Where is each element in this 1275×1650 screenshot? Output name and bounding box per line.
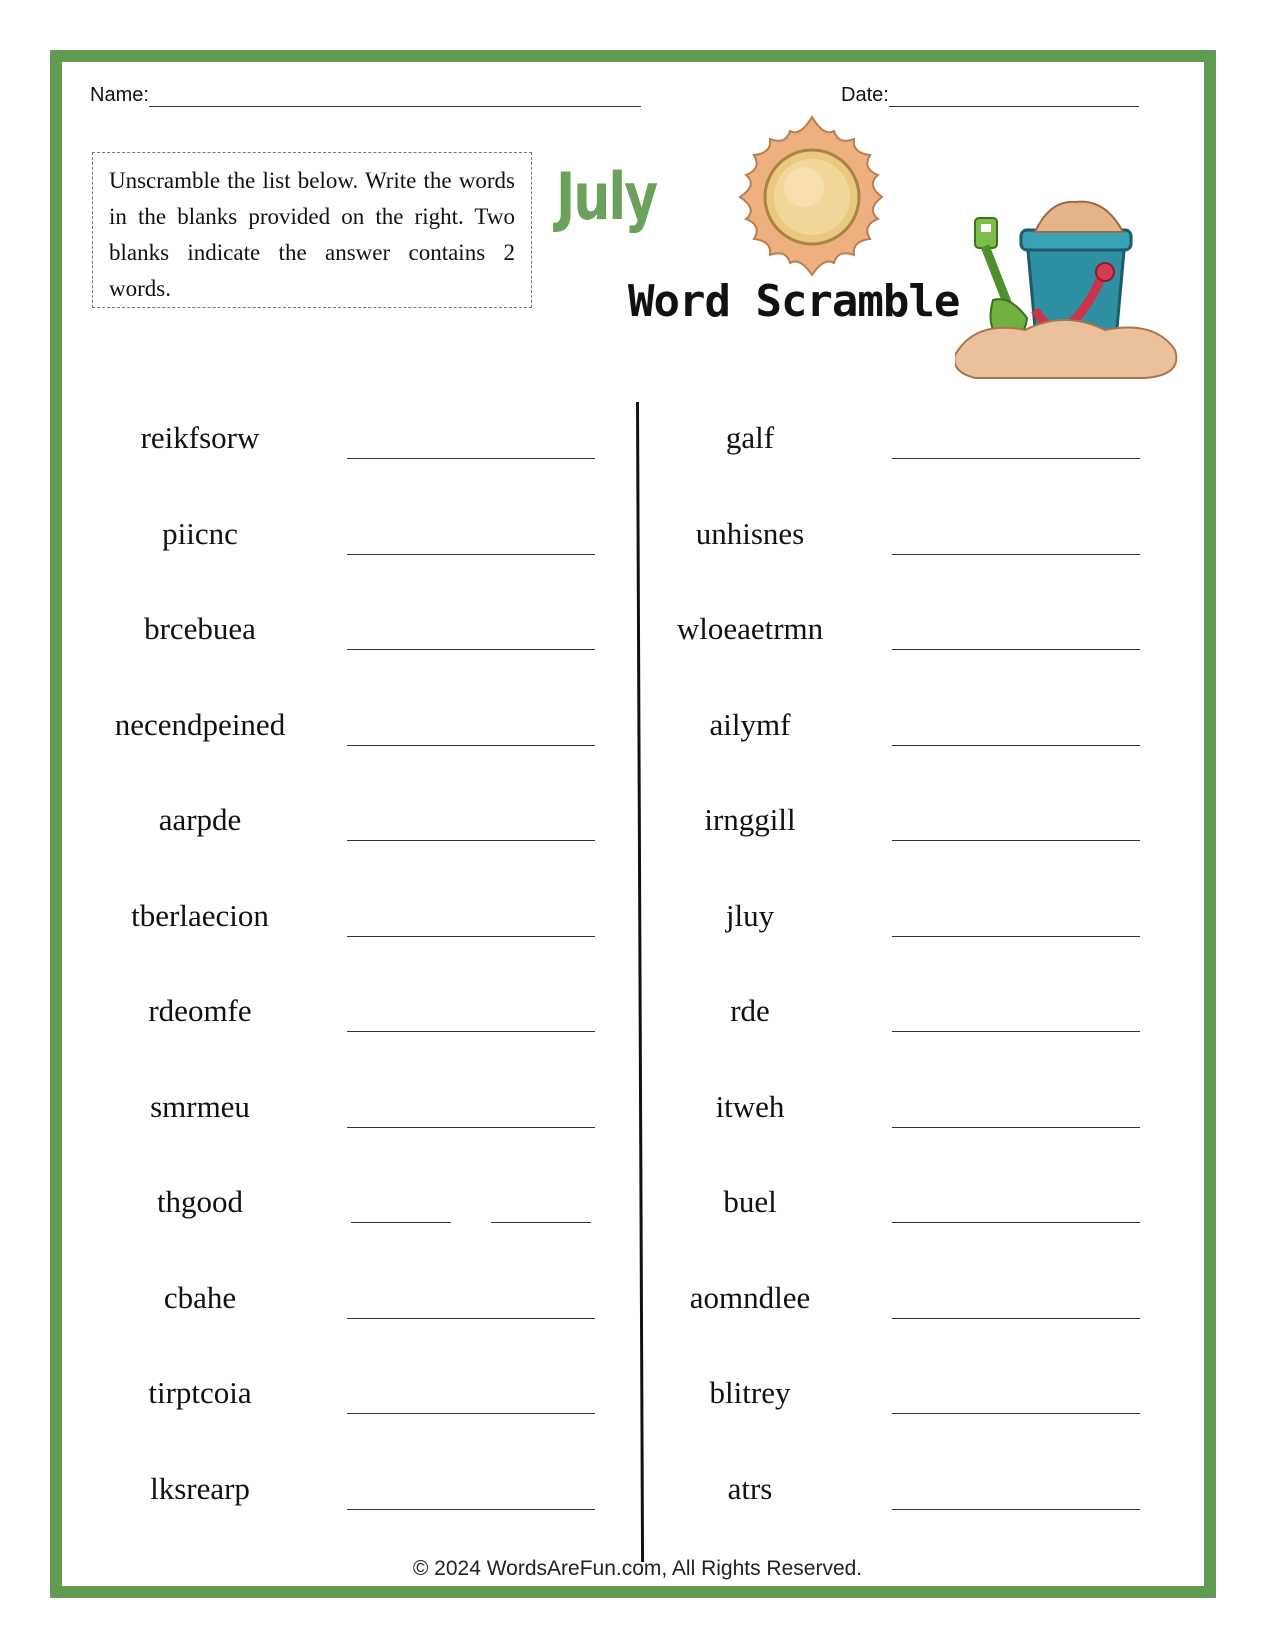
scrambled-word: itweh [715, 1088, 785, 1124]
scrambled-word: unhisnes [695, 515, 805, 551]
scrambled-word: rdeomfe [148, 993, 252, 1028]
scrambled-word: irnggill [704, 802, 796, 837]
answer-blank[interactable] [347, 840, 595, 841]
scrambled-word: lksrearp [150, 1470, 250, 1506]
scrambled-word: aomndlee [689, 1279, 811, 1315]
answer-blank[interactable] [892, 458, 1140, 459]
month-title: July [556, 160, 657, 235]
answer-blank[interactable] [892, 1222, 1140, 1223]
scrambled-word: jluy [725, 897, 775, 933]
answer-blank[interactable] [347, 1127, 595, 1128]
date-field[interactable] [841, 84, 1139, 107]
scrambled-word: wloeaetrmn [676, 611, 824, 646]
answer-blank[interactable] [892, 1127, 1140, 1128]
answer-blank[interactable] [347, 1413, 595, 1414]
scrambled-word: smrmeu [150, 1088, 250, 1124]
scrambled-word: atrs [727, 1470, 773, 1506]
scrambled-word: buel [723, 1184, 777, 1219]
answer-blank-2[interactable] [491, 1222, 591, 1223]
copyright-footer: © 2024 WordsAreFun.com, All Rights Reserved. [412, 1557, 863, 1580]
answer-blank[interactable] [892, 840, 1140, 841]
scrambled-word: rde [730, 993, 770, 1028]
scrambled-word: blitrey [709, 1375, 791, 1410]
answer-blank[interactable] [347, 649, 595, 650]
page-title: Word Scramble [628, 276, 960, 327]
scrambled-word: aarpde [158, 802, 242, 837]
answer-blank[interactable] [347, 554, 595, 555]
scrambled-word: piicnc [162, 515, 238, 551]
sun-icon [730, 115, 895, 280]
scrambled-word: reikfsorw [140, 420, 260, 455]
answer-blank[interactable] [892, 936, 1140, 937]
answer-blank[interactable] [892, 554, 1140, 555]
answer-blank[interactable] [892, 1509, 1140, 1510]
answer-blank[interactable] [347, 936, 595, 937]
answer-blank[interactable] [347, 1031, 595, 1032]
scrambled-word: ailymf [709, 706, 791, 742]
answer-blank[interactable] [892, 1413, 1140, 1414]
scrambled-word: galf [725, 420, 775, 455]
date-label: Date: [841, 84, 889, 106]
scrambled-word: tberlaecion [131, 897, 269, 933]
scrambled-word: brcebuea [144, 611, 256, 646]
scrambled-word: tirptcoia [148, 1375, 252, 1410]
shovel-icon [975, 218, 1027, 340]
sand-bucket-icon [955, 200, 1185, 400]
answer-blank[interactable] [347, 1318, 595, 1319]
answer-blank[interactable] [892, 1031, 1140, 1032]
answer-blank[interactable] [347, 1509, 595, 1510]
name-field[interactable] [90, 84, 641, 107]
answer-blank-1[interactable] [351, 1222, 451, 1223]
name-label: Name: [90, 84, 149, 106]
instructions-box: Unscramble the list below. Write the words in the blanks provided on the right. Two blanks indicate the answer contains 2 words. [92, 152, 532, 308]
scrambled-word: thgood [156, 1184, 244, 1219]
scrambled-word: cbahe [163, 1279, 237, 1315]
answer-blank[interactable] [892, 745, 1140, 746]
name-blank[interactable] [149, 86, 641, 107]
answer-blank[interactable] [892, 1318, 1140, 1319]
answer-blank[interactable] [347, 745, 595, 746]
date-blank[interactable] [889, 86, 1139, 107]
scrambled-word: necendpeined [114, 706, 286, 742]
answer-blank[interactable] [892, 649, 1140, 650]
answer-blank[interactable] [347, 458, 595, 459]
